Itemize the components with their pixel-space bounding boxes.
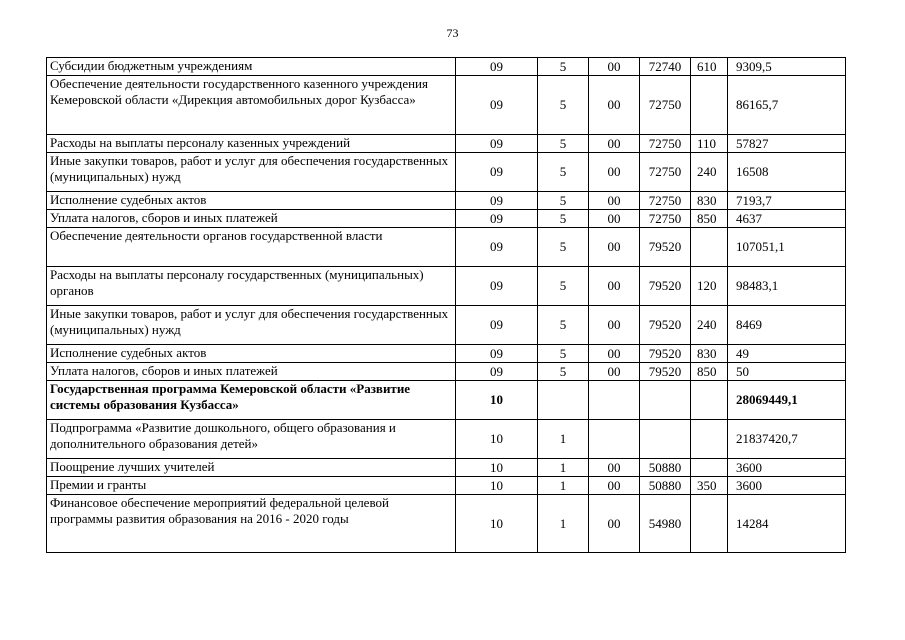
row-program: 00 bbox=[589, 306, 640, 345]
row-subsection: 5 bbox=[538, 58, 589, 76]
row-subsection: 5 bbox=[538, 267, 589, 306]
row-target: 79520 bbox=[640, 228, 691, 267]
row-amount: 8469 bbox=[728, 306, 846, 345]
row-section: 09 bbox=[456, 228, 538, 267]
row-program: 00 bbox=[589, 210, 640, 228]
row-section: 09 bbox=[456, 192, 538, 210]
row-subsection: 5 bbox=[538, 135, 589, 153]
row-amount: 7193,7 bbox=[728, 192, 846, 210]
row-program bbox=[589, 420, 640, 459]
table-row bbox=[47, 420, 846, 459]
row-exp-type bbox=[691, 495, 728, 553]
row-program: 00 bbox=[589, 267, 640, 306]
row-target: 50880 bbox=[640, 459, 691, 477]
table-row bbox=[47, 495, 846, 553]
row-program: 00 bbox=[589, 228, 640, 267]
row-section: 09 bbox=[456, 58, 538, 76]
row-name: Подпрограмма «Развитие дошкольного, общего образования и дополнительного образования детей» bbox=[47, 420, 456, 459]
row-program: 00 bbox=[589, 495, 640, 553]
row-target: 79520 bbox=[640, 363, 691, 381]
row-exp-type: 830 bbox=[691, 345, 728, 363]
row-name: Премии и гранты bbox=[47, 477, 456, 495]
table-row bbox=[47, 267, 846, 306]
row-target bbox=[640, 381, 691, 420]
row-section: 10 bbox=[456, 495, 538, 553]
table-row bbox=[47, 76, 846, 135]
row-exp-type: 240 bbox=[691, 153, 728, 192]
row-program: 00 bbox=[589, 76, 640, 135]
row-section: 09 bbox=[456, 76, 538, 135]
row-name: Уплата налогов, сборов и иных платежей bbox=[47, 363, 456, 381]
table-row bbox=[47, 306, 846, 345]
row-exp-type bbox=[691, 76, 728, 135]
row-subsection: 1 bbox=[538, 459, 589, 477]
row-exp-type: 120 bbox=[691, 267, 728, 306]
table-row bbox=[47, 363, 846, 381]
row-amount: 86165,7 bbox=[728, 76, 846, 135]
row-target: 72740 bbox=[640, 58, 691, 76]
row-program: 00 bbox=[589, 345, 640, 363]
row-target bbox=[640, 420, 691, 459]
row-target: 72750 bbox=[640, 192, 691, 210]
row-exp-type bbox=[691, 381, 728, 420]
row-amount: 57827 bbox=[728, 135, 846, 153]
row-subsection: 5 bbox=[538, 153, 589, 192]
row-subsection: 5 bbox=[538, 228, 589, 267]
row-exp-type: 240 bbox=[691, 306, 728, 345]
table-row bbox=[47, 477, 846, 495]
table-row bbox=[47, 135, 846, 153]
row-amount: 16508 bbox=[728, 153, 846, 192]
row-section: 09 bbox=[456, 135, 538, 153]
table-row bbox=[47, 153, 846, 192]
row-target: 79520 bbox=[640, 306, 691, 345]
row-section: 09 bbox=[456, 267, 538, 306]
row-target: 72750 bbox=[640, 153, 691, 192]
table-row bbox=[47, 210, 846, 228]
row-subsection bbox=[538, 381, 589, 420]
row-section: 09 bbox=[456, 345, 538, 363]
row-name: Обеспечение деятельности государственного казенного учреждения Кемеровской области «Дирекция автомобильных дорог Кузбасса» bbox=[47, 76, 456, 135]
row-target: 79520 bbox=[640, 267, 691, 306]
row-target: 72750 bbox=[640, 135, 691, 153]
row-name: Исполнение судебных актов bbox=[47, 345, 456, 363]
row-section: 10 bbox=[456, 459, 538, 477]
row-target: 72750 bbox=[640, 76, 691, 135]
row-exp-type: 830 bbox=[691, 192, 728, 210]
row-subsection: 1 bbox=[538, 495, 589, 553]
row-program: 00 bbox=[589, 153, 640, 192]
row-section: 09 bbox=[456, 363, 538, 381]
row-amount: 3600 bbox=[728, 477, 846, 495]
row-exp-type bbox=[691, 228, 728, 267]
table-row bbox=[47, 228, 846, 267]
row-subsection: 5 bbox=[538, 306, 589, 345]
row-program bbox=[589, 381, 640, 420]
row-program: 00 bbox=[589, 135, 640, 153]
row-target: 79520 bbox=[640, 345, 691, 363]
budget-table bbox=[46, 57, 846, 553]
row-subsection: 1 bbox=[538, 477, 589, 495]
row-name: Исполнение судебных актов bbox=[47, 192, 456, 210]
row-exp-type: 850 bbox=[691, 363, 728, 381]
row-name: Субсидии бюджетным учреждениям bbox=[47, 58, 456, 76]
row-target: 50880 bbox=[640, 477, 691, 495]
row-amount: 49 bbox=[728, 345, 846, 363]
row-exp-type: 350 bbox=[691, 477, 728, 495]
row-section: 10 bbox=[456, 381, 538, 420]
row-exp-type bbox=[691, 459, 728, 477]
row-section: 09 bbox=[456, 153, 538, 192]
page-number: 73 bbox=[446, 26, 459, 40]
table-row bbox=[47, 381, 846, 420]
row-exp-type: 610 bbox=[691, 58, 728, 76]
row-name: Поощрение лучших учителей bbox=[47, 459, 456, 477]
row-subsection: 1 bbox=[538, 420, 589, 459]
row-amount: 9309,5 bbox=[728, 58, 846, 76]
row-subsection: 5 bbox=[538, 210, 589, 228]
row-name: Расходы на выплаты персоналу казенных учреждений bbox=[47, 135, 456, 153]
row-program: 00 bbox=[589, 58, 640, 76]
row-name: Финансовое обеспечение мероприятий федеральной целевой программы развития образования на 2016 - 2020 годы bbox=[47, 495, 456, 553]
row-exp-type bbox=[691, 420, 728, 459]
row-amount: 98483,1 bbox=[728, 267, 846, 306]
row-section: 10 bbox=[456, 420, 538, 459]
row-program: 00 bbox=[589, 363, 640, 381]
table-row bbox=[47, 345, 846, 363]
row-section: 09 bbox=[456, 306, 538, 345]
table-row bbox=[47, 58, 846, 76]
row-name: Обеспечение деятельности органов государственной власти bbox=[47, 228, 456, 267]
row-subsection: 5 bbox=[538, 192, 589, 210]
row-subsection: 5 bbox=[538, 363, 589, 381]
row-target: 72750 bbox=[640, 210, 691, 228]
row-exp-type: 850 bbox=[691, 210, 728, 228]
row-amount: 3600 bbox=[728, 459, 846, 477]
row-section: 10 bbox=[456, 477, 538, 495]
row-exp-type: 110 bbox=[691, 135, 728, 153]
table-row bbox=[47, 459, 846, 477]
row-amount: 107051,1 bbox=[728, 228, 846, 267]
row-name: Расходы на выплаты персоналу государственных (муниципальных) органов bbox=[47, 267, 456, 306]
row-subsection: 5 bbox=[538, 345, 589, 363]
row-section: 09 bbox=[456, 210, 538, 228]
row-amount: 28069449,1 bbox=[728, 381, 846, 420]
row-amount: 14284 bbox=[728, 495, 846, 553]
row-name: Государственная программа Кемеровской области «Развитие системы образования Кузбасса» bbox=[47, 381, 456, 420]
row-amount: 21837420,7 bbox=[728, 420, 846, 459]
row-program: 00 bbox=[589, 192, 640, 210]
row-target: 54980 bbox=[640, 495, 691, 553]
row-program: 00 bbox=[589, 477, 640, 495]
row-name: Иные закупки товаров, работ и услуг для обеспечения государственных (муниципальных) нужд bbox=[47, 153, 456, 192]
row-amount: 4637 bbox=[728, 210, 846, 228]
row-subsection: 5 bbox=[538, 76, 589, 135]
row-program: 00 bbox=[589, 459, 640, 477]
table-row bbox=[47, 192, 846, 210]
row-amount: 50 bbox=[728, 363, 846, 381]
row-name: Уплата налогов, сборов и иных платежей bbox=[47, 210, 456, 228]
row-name: Иные закупки товаров, работ и услуг для обеспечения государственных (муниципальных) нужд bbox=[47, 306, 456, 345]
